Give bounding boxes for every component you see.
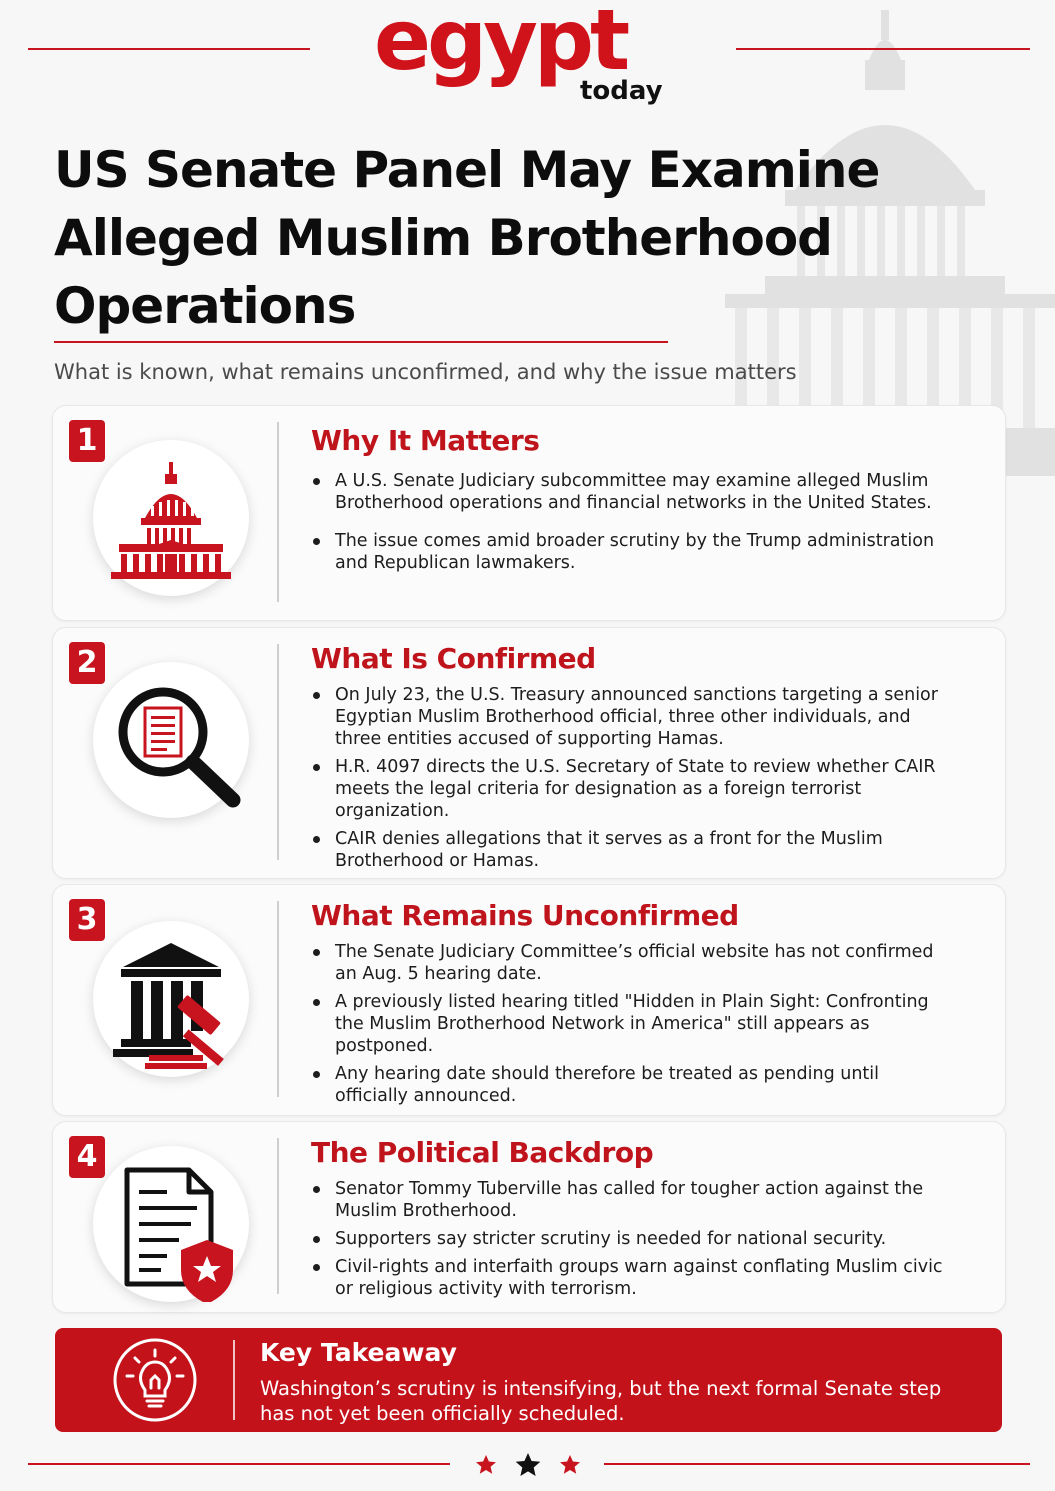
list-item: The Senate Judiciary Committee’s official website has not confirmed an Aug. 5 hearing date. <box>311 941 951 985</box>
list-item: A U.S. Senate Judiciary subcommittee may examine alleged Muslim Brotherhood operations and financial networks in the United States. <box>311 470 951 514</box>
magnifier-document-icon <box>93 662 249 818</box>
list-item: H.R. 4097 directs the U.S. Secretary of State to review whether CAIR meets the legal criteria for designation as a foreign terrorist organization. <box>311 756 951 822</box>
header-rule-left <box>28 48 310 50</box>
courthouse-gavel-icon <box>93 921 249 1077</box>
section-number: 2 <box>69 642 105 684</box>
capitol-icon <box>93 440 249 596</box>
section-political-backdrop <box>52 1121 1006 1313</box>
list-item: A previously listed hearing titled "Hidden in Plain Sight: Confronting the Muslim Brotherhood Network in America" still appears as postponed. <box>311 991 951 1057</box>
section-number: 1 <box>69 420 105 462</box>
section-number: 4 <box>69 1136 105 1178</box>
list-item: Senator Tommy Tuberville has called for tougher action against the Muslim Brotherhood. <box>311 1178 951 1222</box>
footer-rule-left <box>28 1463 450 1465</box>
section-what-remains-unconfirmed <box>52 884 1006 1116</box>
logo-main-text: egypt <box>374 0 627 89</box>
section-divider <box>277 422 279 602</box>
takeaway-divider <box>233 1340 235 1420</box>
bullet-list <box>311 684 951 872</box>
list-item: Supporters say stricter scrutiny is needed for national security. <box>311 1228 951 1250</box>
egypt-today-logo[interactable] <box>374 2 674 112</box>
list-item: The issue comes amid broader scrutiny by the Trump administration and Republican lawmakers. <box>311 530 951 574</box>
section-title: The Political Backdrop <box>311 1136 654 1169</box>
header-rule-right <box>736 48 1030 50</box>
section-divider <box>277 901 279 1097</box>
section-title: What Is Confirmed <box>311 642 596 675</box>
section-title: Why It Matters <box>311 424 540 457</box>
page-title: US Senate Panel May Examine Alleged Muslim Brotherhood Operations <box>54 141 880 335</box>
footer-rule-right <box>604 1463 1030 1465</box>
takeaway-title: Key Takeaway <box>260 1338 457 1367</box>
section-divider <box>277 1138 279 1294</box>
takeaway-text: Washington’s scrutiny is intensifying, but the next formal Senate step has not yet been officially scheduled. <box>260 1377 942 1425</box>
key-takeaway-banner <box>55 1328 1002 1432</box>
list-item: CAIR denies allegations that it serves as a front for the Muslim Brotherhood or Hamas. <box>311 828 951 872</box>
section-title: What Remains Unconfirmed <box>311 899 739 932</box>
list-item: Civil-rights and interfaith groups warn against conflating Muslim civic or religious activity with terrorism. <box>311 1256 951 1300</box>
section-what-is-confirmed <box>52 627 1006 879</box>
page-subtitle: What is known, what remains unconfirmed, and why the issue matters <box>54 360 797 384</box>
title-underline <box>54 341 668 343</box>
list-item: On July 23, the U.S. Treasury announced sanctions targeting a senior Egyptian Muslim Brotherhood official, three other individuals, and three entities accused of supporting Hamas. <box>311 684 951 750</box>
section-why-it-matters <box>52 405 1006 621</box>
three-stars-icon <box>470 1451 586 1477</box>
list-item: Any hearing date should therefore be treated as pending until officially announced. <box>311 1063 951 1107</box>
lightbulb-icon <box>111 1336 199 1424</box>
section-number: 3 <box>69 899 105 941</box>
section-divider <box>277 644 279 860</box>
bullet-list <box>311 941 951 1107</box>
bullet-list <box>311 1178 951 1300</box>
logo-sub-text: today <box>580 76 663 106</box>
document-shield-icon <box>93 1146 249 1302</box>
bullet-list <box>311 470 951 574</box>
